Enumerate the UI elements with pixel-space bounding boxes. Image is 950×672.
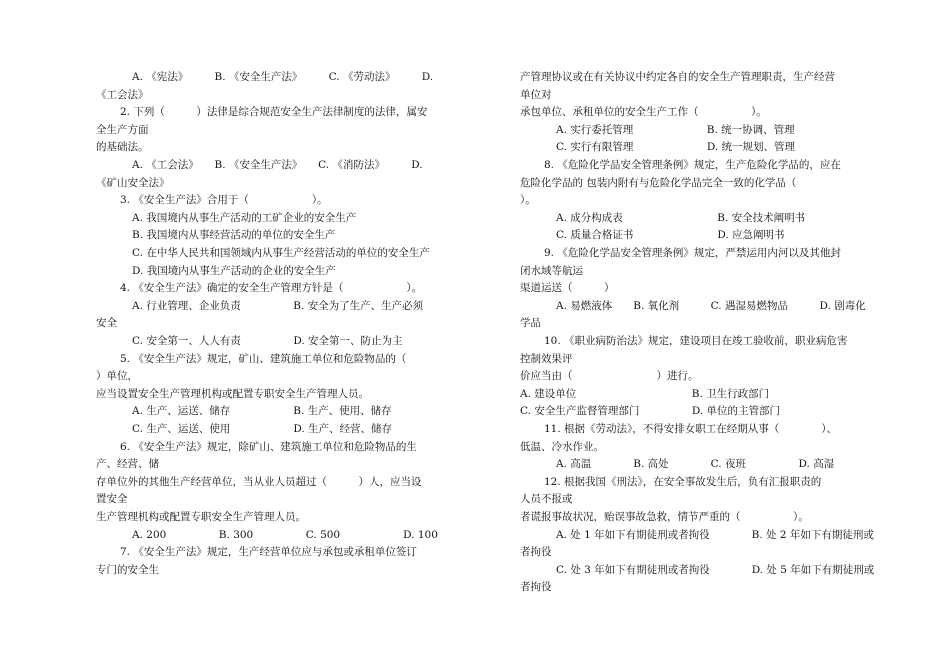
text-line: A. 实行委托管理 B. 统一协调、管理	[556, 123, 795, 136]
text-line: 6. 《安全生产法》规定，除矿山、建筑施工单位和危险物品的生	[120, 440, 417, 453]
text-line: 4. 《安全生产法》确定的安全生产管理方针是（ ）。	[120, 282, 423, 295]
text-line: A. 处 1 年如下有期徒刑或者拘役 B. 处 2 年如下有期徒刑或	[556, 528, 874, 541]
text-line: 11. 根据《劳动法》，不得安排女职工在经期从事（ ）、	[544, 423, 838, 435]
text-line: 置安全	[96, 493, 128, 506]
text-line: A. 生产、运送、储存 B. 生产、使用、储存	[132, 405, 392, 418]
text-line: 闭水域等航运	[520, 264, 583, 277]
text-line: 《矿山安全法》	[96, 176, 170, 189]
text-line: B. 我国境内从事经营活动的单位的安全生产	[132, 229, 336, 242]
text-line: A. 行业管理、企业负责 B. 安全为了生产、生产必须	[132, 299, 424, 312]
text-line: 渠道运送（ ）	[520, 282, 615, 295]
text-line: 的基础法。	[96, 141, 149, 154]
text-line: 3. 《安全生产法》合用于（ ）。	[120, 194, 328, 207]
text-line: A. 我国境内从事生产活动的工矿企业的安全生产	[132, 211, 357, 224]
text-line: A. 《工会法》 B. 《安全生产法》 C. 《消防法》 D.	[132, 159, 423, 171]
text-line: 专门的安全生	[96, 563, 159, 576]
text-line: 者谎报事故状况，贻误事故急救，情节严重的（ ）。	[520, 511, 809, 523]
text-line: 全生产方面	[96, 123, 149, 136]
text-line: C. 安全生产监督管理部门 D. 单位的主管部门	[520, 405, 781, 418]
text-line: 控制效果评	[520, 352, 573, 365]
text-line: 2. 下列（ ）法律是综合规范安全生产法律制度的法律，属安	[120, 106, 428, 119]
text-line: A. 高温 B. 高处 C. 夜班 D. 高湿	[556, 458, 835, 471]
text-line: 12. 根据我国《刑法》，在安全事故发生后，负有汇报职责的	[544, 475, 822, 488]
text-line: C. 实行有限管理 D. 统一规划、管理	[556, 141, 796, 154]
text-line: 产、经营、储	[96, 458, 159, 471]
text-line: A. 《宪法》 B. 《安全生产法》 C. 《劳动法》 D.	[132, 71, 434, 83]
text-line: D. 我国境内从事生产活动的企业的安全生产	[132, 264, 336, 277]
text-line: 学品	[520, 317, 541, 330]
text-line: 者拘役	[520, 581, 552, 594]
text-line: 产管理协议或在有关协议中约定各自的安全生产管理职责，生产经营	[520, 71, 835, 83]
text-line: 存单位外的其他生产经营单位，当从业人员超过（ ）人，应当设	[96, 475, 422, 488]
text-line: A. 易燃液体 B. 氧化剂 C. 遇湿易燃物品 D. 剧毒化	[556, 299, 866, 312]
text-line: 单位对	[520, 88, 552, 101]
text-line: C. 质量合格证书 D. 应急阐明书	[556, 229, 785, 242]
text-line: 安全	[96, 317, 117, 330]
text-line: 应当设置安全生产管理机构或配置专职安全生产管理人员。	[96, 387, 369, 400]
text-line: 《工会法》	[96, 88, 149, 101]
text-line: 生产管理机构或配置专职安全生产管理人员。	[96, 511, 306, 523]
text-line: 者拘役	[520, 546, 552, 559]
text-line: C. 在中华人民共和国领域内从事生产经营活动的单位的安全生产	[132, 247, 430, 259]
text-line: 危险化学品的 包装内附有与危险化学品完全一致的化学品（	[520, 176, 797, 189]
text-line: A. 200 B. 300 C. 500 D. 100	[132, 528, 438, 541]
text-line: 8. 《危险化学品安全管理条例》规定，生产危险化学品的，应在	[544, 159, 841, 171]
text-line: 5. 《安全生产法》规定，矿山、建筑施工单位和危险物品的（	[120, 352, 407, 365]
text-line: 9. 《危险化学品安全管理条例》规定，严禁运用内河以及其他封	[544, 247, 841, 259]
text-line: 7. 《安全生产法》规定，生产经营单位应与承包或承租单位签订	[120, 546, 417, 559]
text-line: 价应当由（ ）进行。	[520, 370, 699, 383]
text-line: C. 处 3 年如下有期徒刑或者拘役 D. 处 5 年如下有期徒刑或	[556, 563, 875, 576]
text-line: C. 安全第一、人人有责 D. 安全第一、防止为主	[132, 335, 403, 347]
text-line: A. 建设单位 B. 卫生行政部门	[520, 387, 770, 400]
text-line: ）。	[520, 194, 536, 207]
text-line: 承包单位、承租单位的安全生产工作（ ）。	[520, 106, 767, 119]
text-line: 低温、冷水作业。	[520, 440, 604, 453]
text-line: A. 成分构成表 B. 安全技术阐明书	[556, 211, 806, 224]
text-line: 人员不报或	[520, 493, 573, 506]
text-line: ）单位，	[96, 370, 138, 383]
text-line: C. 生产、运送、使用 D. 生产、经营、储存	[132, 423, 393, 435]
text-line: 10. 《职业病防治法》规定，建设项目在竣工验收前，职业病危害	[544, 335, 848, 347]
